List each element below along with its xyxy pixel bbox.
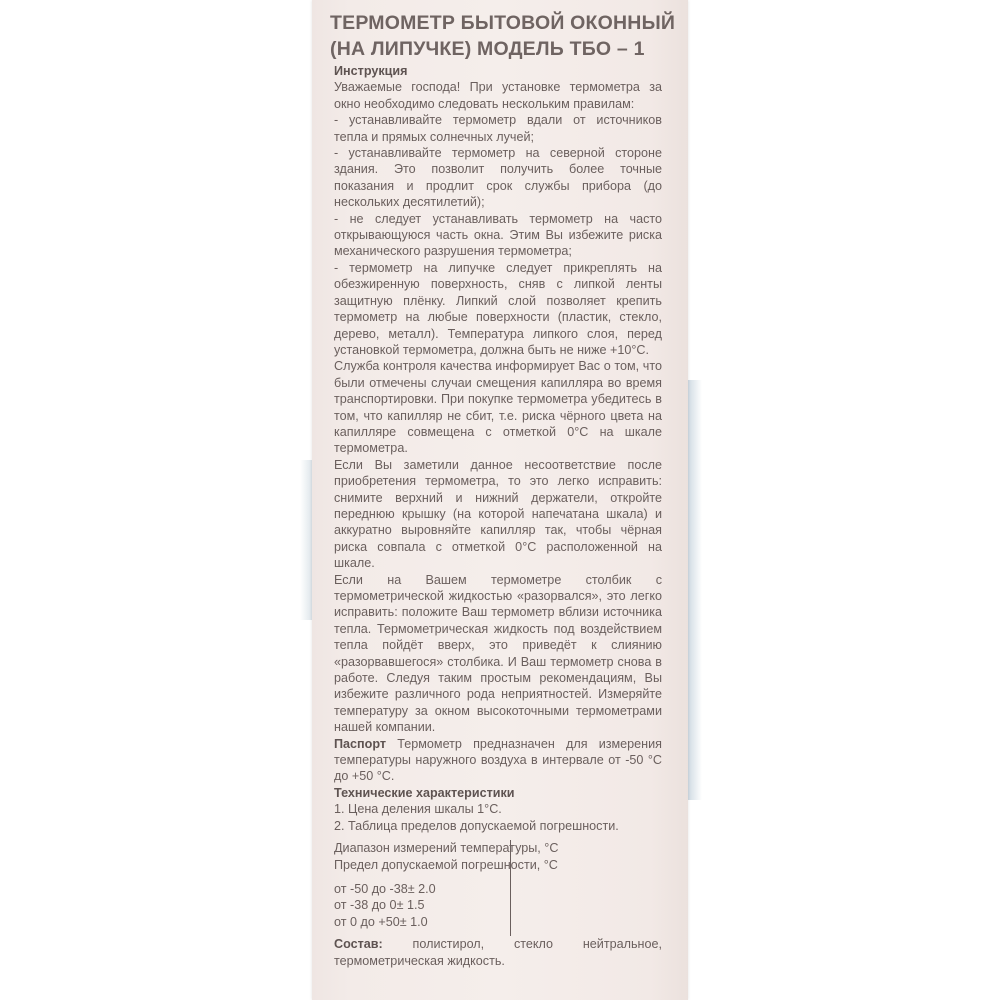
paragraph-fix-column: Если на Вашем термометре столбик с термометрической жидкостью «разорвался», это легко исправить: положите Ваш термометр вблизи источника тепла. Термометрическая жидкость под воздействием тепла пойдёт вверх, это приведёт к слиянию «разорвавшегося» столбика. И Ваш термометр снова в работе. Следуя таким простым рекомендациям, Вы избежите различного рода неприятностей. Измеряйте температуру за окном высокоточными термометрами нашей компании. (334, 572, 662, 735)
table-cell-range: от -50 до -38 (334, 881, 408, 896)
table-row (334, 881, 662, 897)
passport-text: Термометр предназначен для измерения температуры наружного воздуха в интервале от -50 °С до +50 °С. (334, 736, 662, 784)
passport-label: Паспорт (334, 736, 387, 751)
specs-heading: Технические характеристики (334, 785, 515, 800)
paragraph-rule-2: - устанавливайте термометр на северной стороне здания. Это позволит получить более точные показания и продлит срок службы прибора (до нескольких десятилетий); (334, 146, 662, 210)
paragraph-quality: Служба контроля качества информирует Вас о том, что были отмечены случаи смещения капилляра во время транспортировки. При покупке термометра убедитесь в том, что капилляр не сбит, т.е. риска чёрного цвета на капилляре совмещена с отметкой 0°С на шкале термометра. (334, 359, 662, 456)
table-divider (510, 840, 511, 936)
specs-item-2: 2. Таблица пределов допускаемой погрешности. (334, 818, 619, 833)
paragraph-rule-1: - устанавливайте термометр вдали от источников тепла и прямых солнечных лучей; (334, 113, 662, 144)
table-cell-range: от -38 до 0 (334, 898, 397, 913)
specs-item-1: 1. Цена деления шкалы 1°С. (334, 802, 502, 817)
composition-paragraph (334, 936, 662, 969)
table-body (334, 873, 662, 936)
table-header-range: Диапазон измерений температуры, °С (334, 841, 559, 856)
table-cell-limit: ± 2.0 (407, 881, 436, 896)
table-row (334, 914, 662, 930)
table-header-limit: Предел допускаемой погрешности, °С (334, 857, 558, 872)
paragraph-fix-capillary: Если Вы заметили данное несоответствие после приобретения термометра, то это легко исправить: снимите верхний и нижний держатели, откройте переднюю крышку (на которой напечатана шкала) и аккуратно выровняйте капилляр так, чтобы чёрная риска совпала с отметкой 0°С расположенной на шкале. (334, 457, 662, 571)
title-line-2: (НА ЛИПУЧКЕ) МОДЕЛЬ ТБО – 1 (330, 38, 645, 60)
background-shadow-right (688, 380, 702, 800)
table-row (334, 897, 662, 913)
table-cell-limit: ± 1.5 (396, 898, 425, 913)
instruction-text-block (334, 63, 662, 969)
background-shadow-left (300, 460, 312, 620)
table-cell-limit: ± 1.0 (399, 914, 428, 929)
product-title (330, 10, 676, 62)
paragraph-intro: Уважаемые господа! При установке термометра за окно необходимо следовать нескольким правилам: (334, 80, 662, 111)
table-header (334, 840, 662, 873)
passport-paragraph (334, 736, 662, 785)
table-cell-range: от 0 до +50 (334, 914, 400, 929)
instruction-heading: Инструкция (334, 64, 408, 78)
title-line-1: ТЕРМОМЕТР БЫТОВОЙ ОКОННЫЙ (330, 12, 676, 34)
tolerance-table (334, 840, 662, 936)
paragraph-rule-4: - термометр на липучке следует прикреплять на обезжиренную поверхность, сняв с липкой ленты защитную плёнку. Липкий слой позволяет крепить термометр на любые поверхности (пластик, стекло, дерево, металл). Температура липкого слоя, перед установкой термометра, должна быть не ниже +10°С. (334, 260, 662, 357)
composition-label: Состав: (334, 937, 383, 952)
composition-text: полистирол, стекло нейтральное, термометрическая жидкость. (334, 937, 662, 968)
paragraph-rule-3: - не следует устанавливать термометр на часто открывающуюся часть окна. Этим Вы избежите риска механического разрушения термометра; (334, 211, 662, 259)
